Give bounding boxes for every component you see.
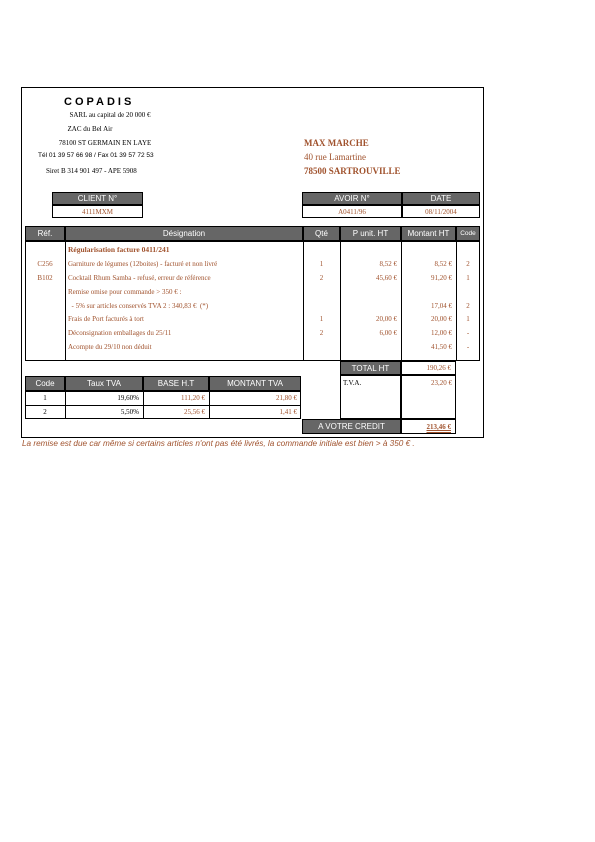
client-label: CLIENT N°	[52, 192, 143, 205]
recipient-name: MAX MARCHE	[304, 138, 369, 148]
vat-rate-header: Taux TVA	[65, 376, 143, 391]
date-label: DATE	[402, 192, 480, 205]
tva-value: 23,20 €	[431, 379, 452, 387]
company-phone: Tél 01 39 57 66 98 / Fax 01 39 57 72 53	[38, 152, 154, 159]
date-value: 08/11/2004	[402, 205, 480, 218]
row2-ref: B102	[37, 274, 53, 282]
row2-unit: 45,60 €	[376, 274, 397, 282]
row2-qty: 2	[319, 274, 324, 282]
company-capital: SARL au capital de 20 000 €	[69, 111, 151, 119]
row4-code: 2	[466, 302, 470, 310]
recipient-street: 40 rue Lamartine	[304, 152, 366, 162]
vat-code-header: Code	[25, 376, 65, 391]
row5-qty: 1	[319, 315, 324, 323]
row1-ref: C256	[37, 260, 53, 268]
client-value: 4111MXM	[52, 205, 143, 218]
footnote: La remise est due car même si certains articles n'ont pas été livrés, la commande initiale est bien > à 350 € .	[22, 439, 415, 448]
row1-qty: 1	[319, 260, 324, 268]
vat-row2-rate: 5,50%	[120, 408, 139, 416]
credit-value: 213,46 €	[401, 419, 456, 434]
row1-designation: Garniture de légumes (12boites) - facturé et non livré	[68, 260, 218, 268]
col-unit-header: P unit. HT	[340, 226, 401, 241]
row7-designation: Acompte du 29/10 non déduit	[68, 343, 152, 351]
vat-amount-header: MONTANT TVA	[209, 376, 301, 391]
vat-row1-rate: 19,60%	[117, 394, 139, 402]
company-name: COPADIS	[64, 96, 135, 108]
company-siret: Siret B 314 901 497 - APE 5908	[46, 167, 137, 175]
vat-row1-code: 1	[43, 394, 47, 402]
total-ht-label: TOTAL HT	[340, 361, 401, 375]
row2-code: 1	[466, 274, 470, 282]
col-qty-header: Qté	[303, 226, 340, 241]
vat-base-header: BASE H.T	[143, 376, 209, 391]
row5-amount: 20,00 €	[431, 315, 452, 323]
row6-code: -	[466, 329, 470, 337]
credit-label: A VOTRE CREDIT	[302, 419, 401, 434]
vat-row1-base: 111,20 €	[181, 394, 205, 402]
row6-unit: 6,00 €	[379, 329, 397, 337]
vat-row2-code: 2	[43, 408, 47, 416]
row1-code: 2	[466, 260, 470, 268]
total-ht-value: 190,26 €	[401, 361, 456, 375]
table-row-title: Régularisation facture 0411/241	[68, 245, 170, 254]
avoir-label: AVOIR N°	[302, 192, 402, 205]
row1-unit: 8,52 €	[379, 260, 397, 268]
col-amount-header: Montant HT	[401, 226, 456, 241]
company-address-2: 78100 ST GERMAIN EN LAYE	[58, 139, 152, 147]
company-address-1: ZAC du Bel Air	[67, 125, 113, 133]
tva-label: T.V.A.	[343, 379, 362, 387]
col-designation-header: Désignation	[65, 226, 303, 241]
row3-designation: Remise omise pour commande > 350 € :	[68, 288, 182, 296]
row6-designation: Déconsignation emballages du 25/11	[68, 329, 172, 337]
row7-amount: 41,50 €	[431, 343, 452, 351]
vat-row1-amount: 21,80 €	[276, 394, 297, 402]
row6-amount: 12,00 €	[431, 329, 452, 337]
col-code-header: Code	[456, 226, 480, 241]
recipient-city: 78500 SARTROUVILLE	[304, 166, 401, 176]
row6-qty: 2	[319, 329, 324, 337]
row4-designation: - 5% sur articles conservés TVA 2 : 340,83 € (*)	[68, 302, 209, 310]
vat-row2-base: 25,56 €	[184, 408, 205, 416]
col-ref-header: Réf.	[25, 226, 65, 241]
row2-amount: 91,20 €	[431, 274, 452, 282]
row5-unit: 20,00 €	[376, 315, 397, 323]
row2-designation: Cocktail Rhum Samba - refusé, erreur de référence	[68, 274, 211, 282]
row4-amount: 17,04 €	[431, 302, 452, 310]
row5-code: 1	[466, 315, 470, 323]
row5-designation: Frais de Port facturés à tort	[68, 315, 145, 323]
vat-row2-amount: 1,41 €	[279, 408, 297, 416]
row7-code: -	[466, 343, 470, 351]
row1-amount: 8,52 €	[434, 260, 452, 268]
avoir-value: A0411/96	[302, 205, 402, 218]
